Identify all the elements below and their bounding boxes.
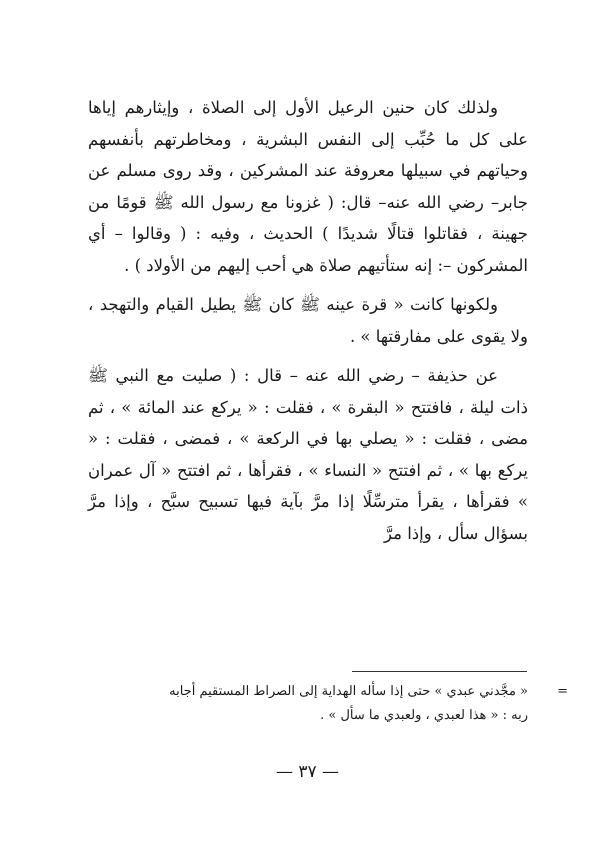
page-number: — ٣٧ — (275, 762, 340, 782)
paragraph-prayer-love: ولذلك كان حنين الرعيل الأول إلى الصلاة ، وإيثارهم إياها على كل ما حُبِّب إلى النفس البشرية ، ومخاطرتهم بأنفسهم وحياتهم في سبيلها معروفة عند المشركين ، وقد روى مسلم عن جابر– رضي الله عنه– قال: ( غزونا مع رسول الله ﷺ قومًا من جهينة ، فقاتلوا قتالًا شديدًا ) الحديث ، وفيه : ( وقالوا – أي المشركون –: إنه ستأتيهم صلاة هي أحب إليهم من الأولاد ) . (88, 98, 528, 275)
footnote-separator (352, 671, 527, 672)
main-text (88, 92, 528, 549)
footnotes (88, 680, 568, 728)
footnote-line-2: ربه : « هذا لعبدي ، ولعبدي ما سأل » . (320, 708, 528, 723)
paragraph-prophet-night-prayer: ولكونها كانت « قرة عينه ﷺ كان ﷺ يطيل القيام والتهجد ، ولا يقوى على مفارقتها » . (88, 295, 528, 346)
paragraph-hudhayfah-hadith: عن حذيفة – رضي الله عنه – قال : ( صليت مع النبي ﷺ ذات ليلة ، فافتتح « البقرة » ، فقلت : « يركع عند المائة » ، ثم مضى ، فقلت : « يصلي بها في الركعة » ، فمضى ، فقلت : « يركع بها » ، ثم افتتح « النساء » ، فقرأها ، ثم افتتح « آل عمران » فقرأها ، يقرأ مترسِّلًا إذا مرَّ بآية فيها تسبيح سبَّح ، وإذا مرَّ بسؤال سأل ، وإذا مرَّ (88, 366, 528, 543)
footnote-line-1: « مجَّدني عبدي » حتى إذا سأله الهداية إلى الصراط المستقيم أجابه (169, 684, 528, 699)
footnote-continuation-marker: = (557, 684, 568, 699)
